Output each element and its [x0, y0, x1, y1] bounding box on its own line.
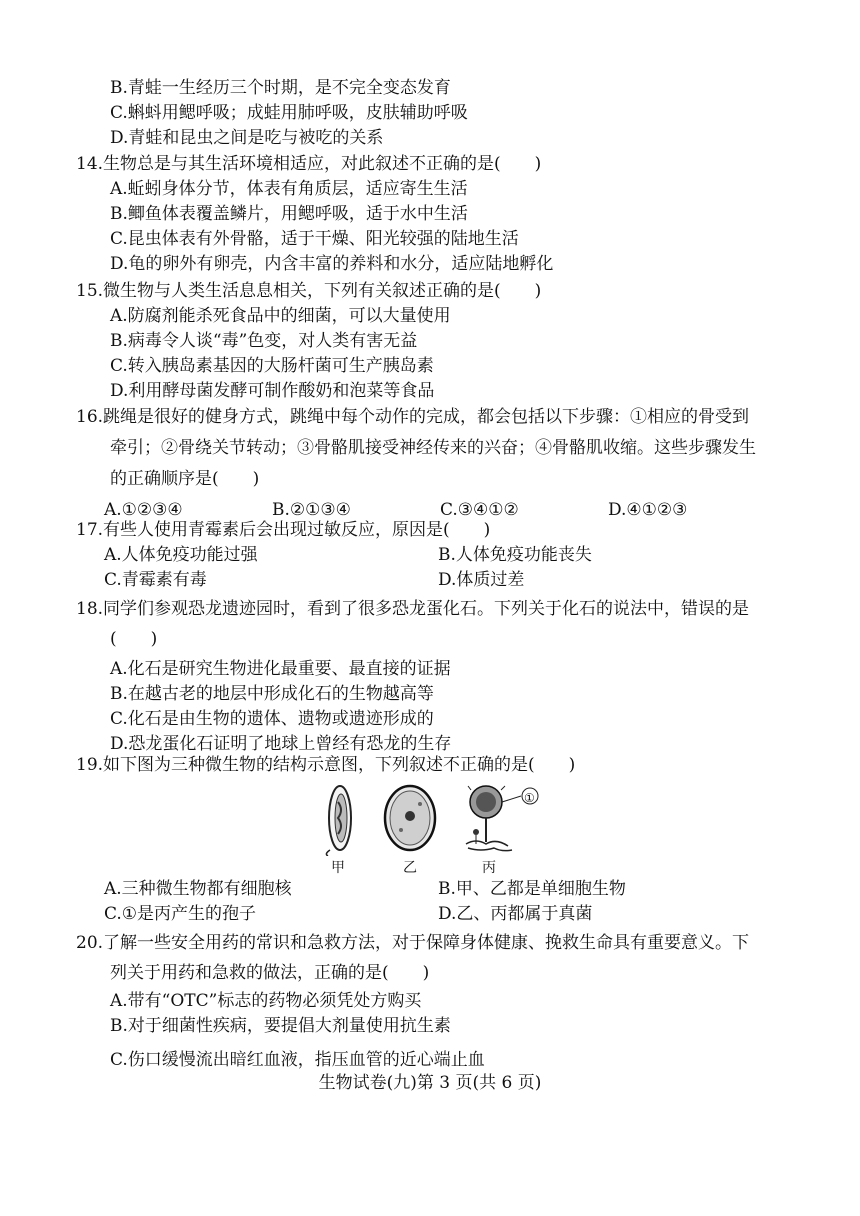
option-d: D.利用酵母菌发酵可制作酸奶和泡菜等食品 — [110, 381, 435, 401]
question-14 — [76, 152, 788, 277]
options-row-2 — [88, 902, 788, 927]
question-19-options — [88, 877, 788, 927]
option-c: C.③④①② — [440, 500, 519, 520]
question-stem-line-1: 16.跳绳是很好的健身方式，跳绳中每个动作的完成，都会包括以下步骤：①相应的骨受到 — [76, 407, 750, 427]
options-row-2 — [88, 568, 788, 593]
option-a: A.三种微生物都有细胞核 — [104, 879, 292, 899]
option-b: B.鲫鱼体表覆盖鳞片，用鳃呼吸，适于水中生活 — [110, 204, 468, 224]
question-20 — [76, 931, 788, 1073]
option-c: C.伤口缓慢流出暗红血液，指压血管的近心端止血 — [110, 1050, 485, 1070]
question-19 — [76, 753, 788, 778]
question-15 — [76, 279, 788, 404]
label-yi: 乙 — [403, 860, 417, 876]
option-d: D.恐龙蛋化石证明了地球上曾经有恐龙的生存 — [110, 734, 452, 754]
question-stem-line-1: 20.了解一些安全用药的常识和急救方法，对于保障身体健康、挽救生命具有重要意义。下 — [76, 933, 750, 953]
question-stem-line-2: 牵引；②骨绕关节转动；③骨骼肌接受神经传来的兴奋；④骨骼肌收缩。这些步骤发生 — [110, 438, 756, 458]
option-b: B.病毒令人谈“毒”色变，对人类有害无益 — [110, 331, 418, 351]
option-d: D.乙、丙都属于真菌 — [438, 904, 593, 924]
question-stem: 17.有些人使用青霉素后会出现过敏反应，原因是( ) — [76, 520, 491, 540]
option-b: B.人体免疫功能丧失 — [438, 545, 592, 565]
options-row-1 — [88, 877, 788, 902]
option-a: A.化石是研究生物进化最重要、最直接的证据 — [110, 659, 451, 679]
question-16 — [76, 405, 788, 523]
bacterium-drawing — [326, 786, 351, 856]
question-stem-line-1: 18.同学们参观恐龙遗迹园时，看到了很多恐龙蛋化石。下列关于化石的说法中，错误的是 — [76, 599, 750, 619]
option-d: D.龟的卵外有卵壳，内含丰富的养料和水分，适应陆地孵化 — [110, 254, 554, 274]
option-c: C.①是丙产生的孢子 — [104, 904, 257, 924]
option-c: C.蝌蚪用鳃呼吸；成蛙用肺呼吸，皮肤辅助呼吸 — [110, 103, 468, 123]
option-b: B.甲、乙都是单细胞生物 — [438, 879, 626, 899]
question-stem-line-2: 列关于用药和急救的做法，正确的是( ) — [110, 963, 430, 983]
option-d: D.体质过差 — [438, 570, 525, 590]
question-stem: 14.生物总是与其生活环境相适应，对此叙述不正确的是( ) — [76, 154, 542, 174]
microorganism-figure — [316, 780, 566, 876]
option-a: A.人体免疫功能过强 — [104, 545, 258, 565]
question-stem: 15.微生物与人类生活息息相关，下列有关叙述正确的是( ) — [76, 281, 542, 301]
option-b: B.对于细菌性疾病，要提倡大剂量使用抗生素 — [110, 1016, 451, 1036]
prev-question-options — [88, 76, 788, 151]
option-b: B.在越古老的地层中形成化石的生物越高等 — [110, 684, 434, 704]
label-circle-1: ① — [524, 791, 535, 805]
question-stem-line-2: ( ) — [110, 629, 158, 649]
option-a: A.带有“OTC”标志的药物必须凭处方购买 — [110, 991, 422, 1011]
option-c: C.转入胰岛素基因的大肠杆菌可生产胰岛素 — [110, 356, 434, 376]
question-stem-line-3: 的正确顺序是( ) — [110, 469, 260, 489]
question-18 — [76, 597, 788, 757]
option-b: B.②①③④ — [272, 500, 351, 520]
yeast-drawing — [385, 786, 435, 850]
page-footer: 生物试卷(九)第 3 页(共 6 页) — [318, 1073, 542, 1093]
option-d: D.④①②③ — [608, 500, 688, 520]
question-stem: 19.如下图为三种微生物的结构示意图，下列叙述不正确的是( ) — [76, 755, 576, 775]
option-c: C.昆虫体表有外骨骼，适于干燥、阳光较强的陆地生活 — [110, 229, 519, 249]
option-b: B.青蛙一生经历三个时期，是不完全变态发育 — [110, 78, 451, 98]
label-bing: 丙 — [482, 860, 496, 876]
option-c: C.青霉素有毒 — [104, 570, 207, 590]
option-c: C.化石是由生物的遗体、遗物或遗迹形成的 — [110, 709, 434, 729]
label-jia: 甲 — [331, 860, 345, 876]
question-17 — [76, 518, 788, 593]
option-a: A.蚯蚓身体分节，体表有角质层，适应寄生生活 — [110, 179, 468, 199]
options-row-1 — [88, 543, 788, 568]
option-d: D.青蛙和昆虫之间是吃与被吃的关系 — [110, 128, 384, 148]
option-a: A.①②③④ — [104, 500, 183, 520]
option-a: A.防腐剂能杀死食品中的细菌，可以大量使用 — [110, 306, 451, 326]
